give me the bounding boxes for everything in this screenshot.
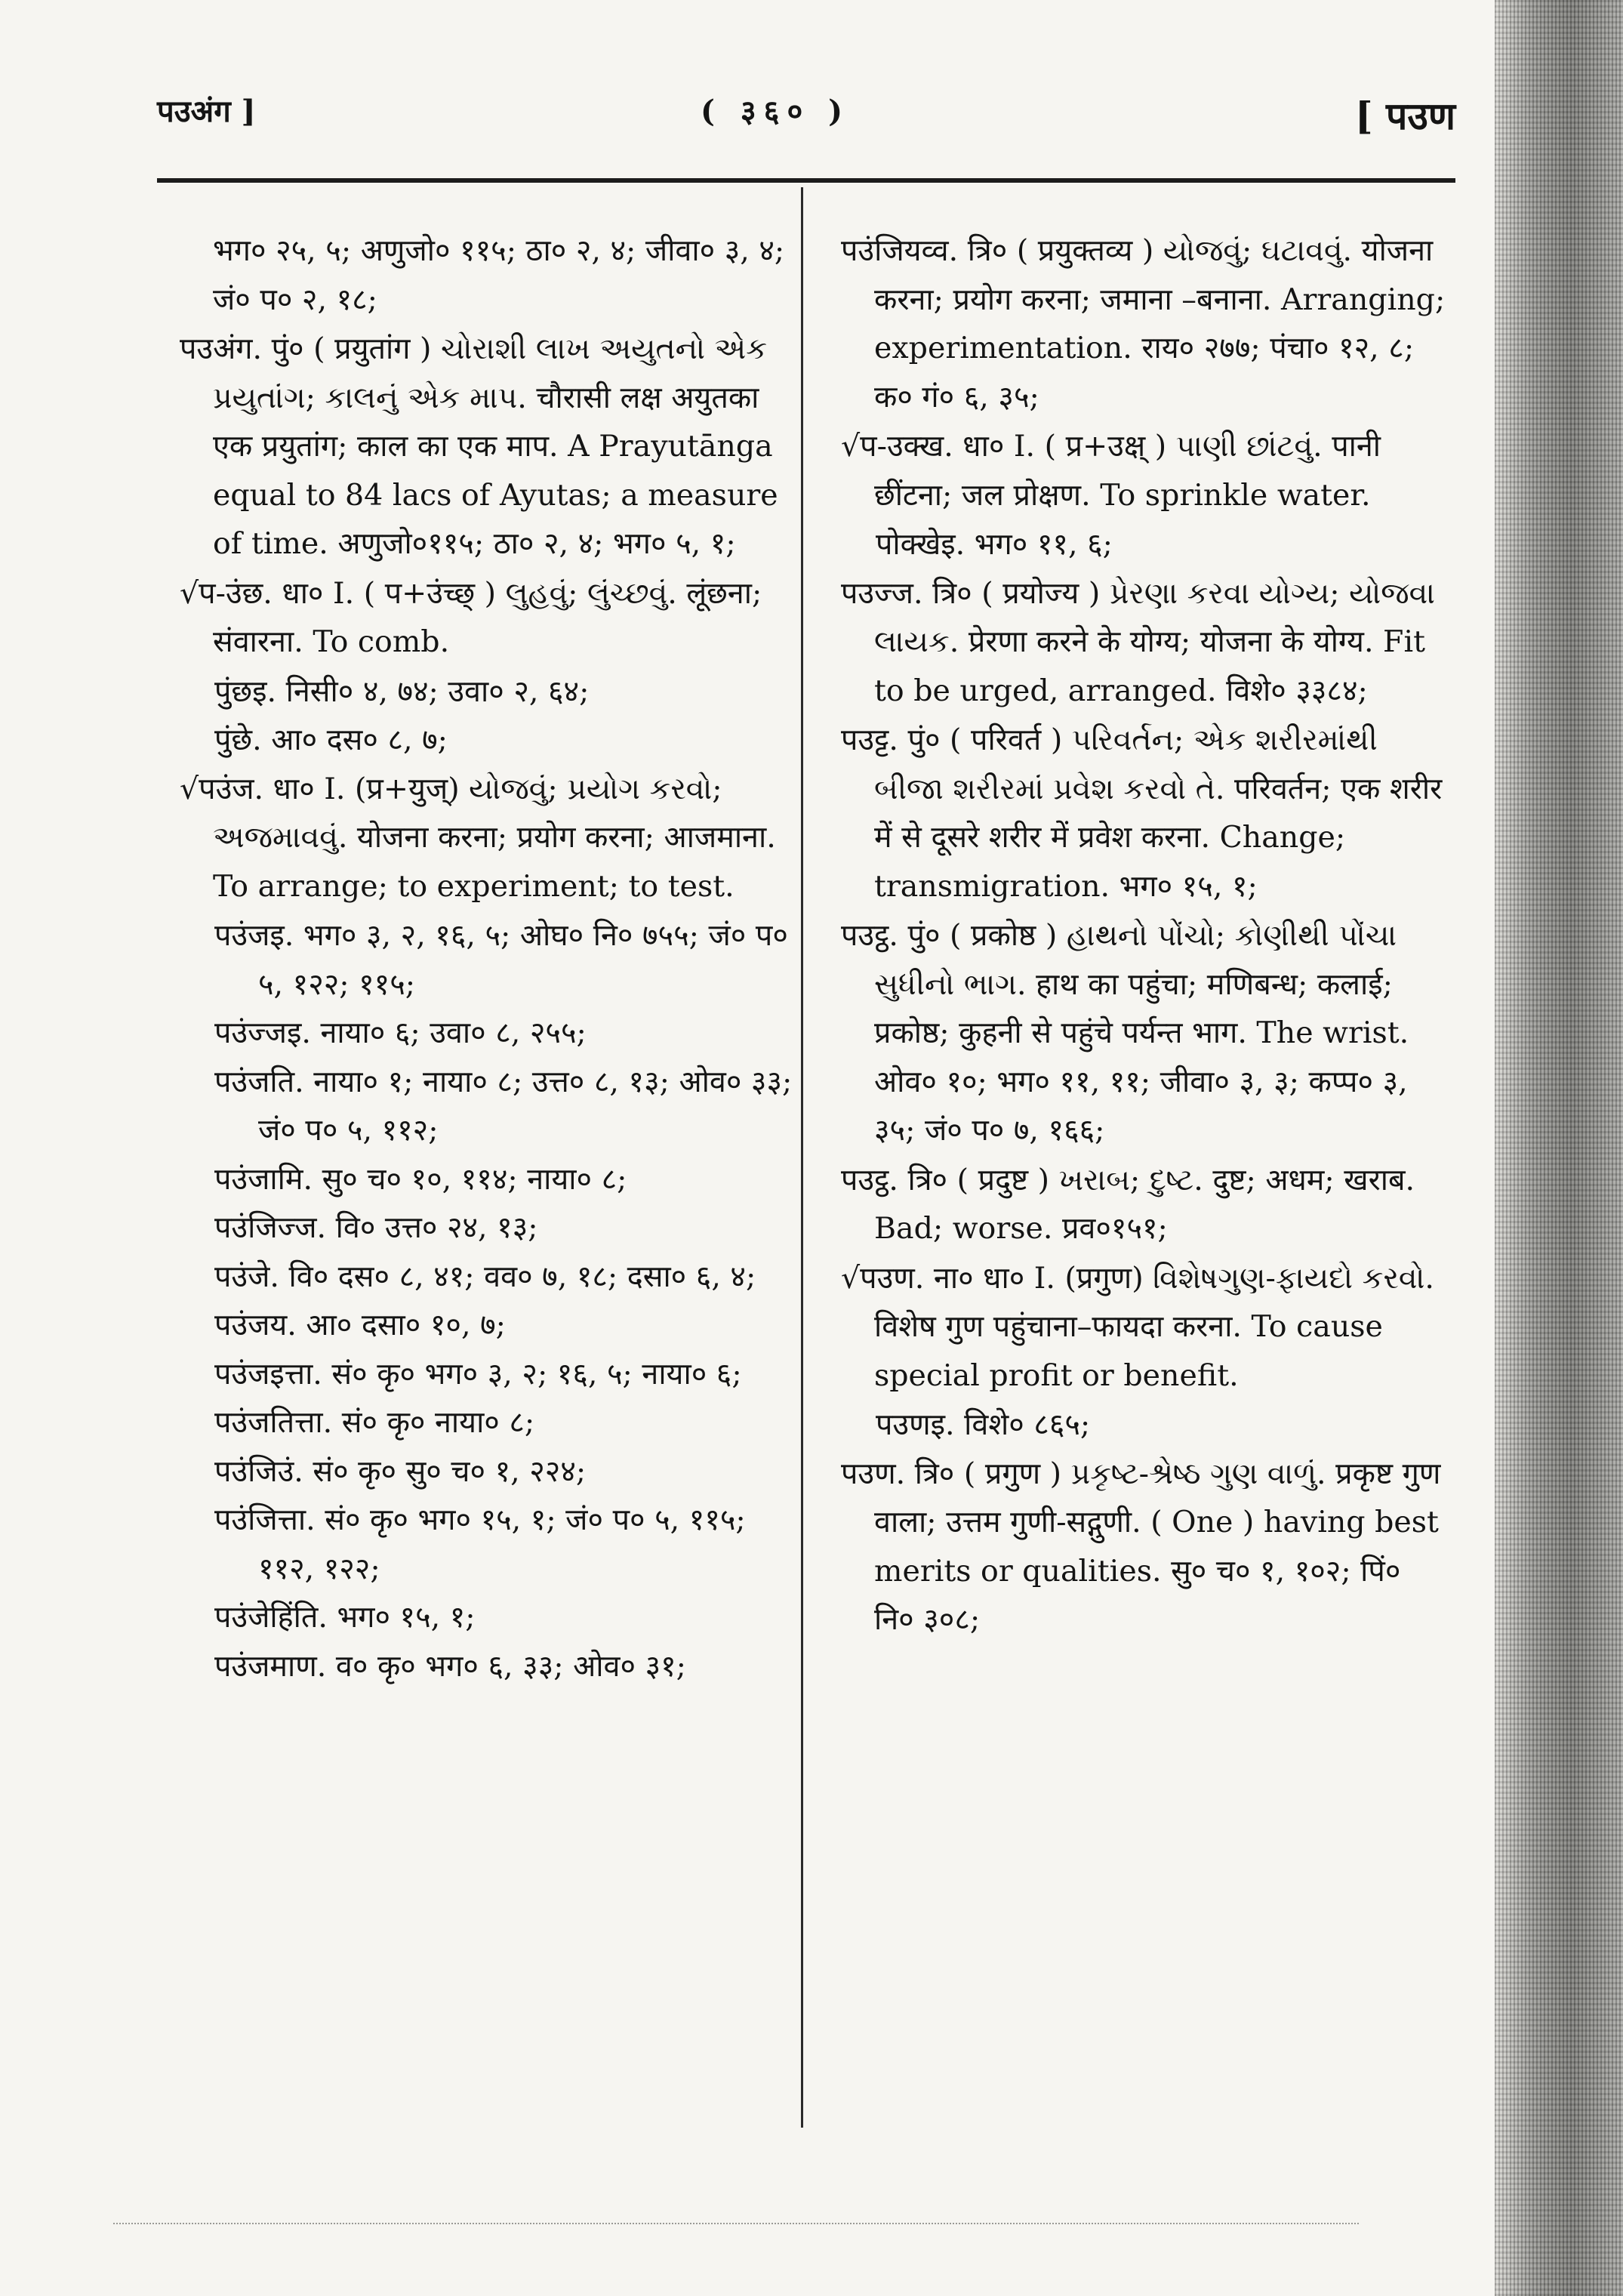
dictionary-entry: √पउण. ना० धा० I. (प्रगुण) વિશેષગુણ-ફાયદો કરવો. विशेष गुण पहुंचाना–फायदा करना. To cause special profit or benefit. xyxy=(841,1260,1434,1393)
dictionary-entry: √प-उक्ख. धा० I. ( प्र+उक्ष् ) પાણી છાંટવું. पानी छींटना; जल प्रोक्षण. To sprinkle water. xyxy=(841,429,1381,513)
left-column xyxy=(168,227,794,1690)
header-left-guideword: पउअंग ] xyxy=(157,94,256,129)
header-rule xyxy=(157,178,1455,183)
inflection-entry: पुंछे. आ० दस० ८, ७; xyxy=(214,723,448,757)
inflection-entry: पउंजमाण. व० कृ० भग० ६, ३३; ओव० ३१; xyxy=(214,1648,686,1684)
inflection-entry: पउंजइत्ता. सं० कृ० भग० ३, २; १६, ५; नाया० ६; xyxy=(214,1356,742,1391)
inflection-entry: पउंजति. नाया० १; नाया० ८; उत्त० ८, १३; ओव० ३३; जं० प० ५, ११२; xyxy=(214,1064,793,1148)
header-right-guideword: [ पउण xyxy=(1354,94,1455,138)
inflection-entry: पउंजामि. सु० च० १०, ११४; नाया० ८; xyxy=(214,1161,627,1197)
dictionary-entry: पउज्ज. त्रि० ( प्रयोज्य ) પ્રેરણા કરવા યોગ્ય; યોજવા લાયક. प्रेरणा करने के योग्य; योजना के योग्य. Fit to be urged, arranged. विशे० ३३८४; xyxy=(841,575,1435,708)
dictionary-entry: पउंजियव्व. त्रि० ( प्रयुक्तव्य ) યોજવું; ઘટાવવું. योजना करना; प्रयोग करना; जमाना –बनाना. Arranging; experimentation. राय० २७७; पंचा० १२, ८; क० गं० ६, ३५; xyxy=(841,233,1446,415)
inflection-entry: पउंजइ. भग० ३, २, १६, ५; ओघ० नि० ७५५; जं० प० ५, १२२; ११५; xyxy=(214,918,788,1002)
dictionary-entry: √पउंज. धा० I. (प्र+युज्) યોજવું; પ્રયોગ કરવો; અજમાવવું. योजना करना; प्रयोग करना; आजमाना. To arrange; to experiment; to test. xyxy=(180,771,776,904)
inflection-entry: पउंजतित्ता. सं० कृ० नाया० ८; xyxy=(214,1405,535,1440)
inflection-entry: पउंजेहिंति. भग० १५, १; xyxy=(214,1600,476,1635)
inflection-entry: पउंजिज्ज. वि० उत्त० २४, १३; xyxy=(214,1210,538,1245)
inflection-entry: पुंछइ. निसी० ४, ७४; उवा० २, ६४; xyxy=(214,673,590,709)
inflection-entry: पउणइ. विशे० ८६५; xyxy=(876,1407,1091,1442)
dictionary-entry: √प-उंछ. धा० I. ( प+उंच्छ् ) લુહવું; લુંચ્છવું. लूंछना; संवारना. To comb. xyxy=(180,575,762,659)
inflection-entry: पउंजिउं. सं० कृ० सु० च० १, २२४; xyxy=(214,1453,587,1489)
dictionary-entry: पउट्ठ. त्रि० ( प्रदुष्ट ) ખરાબ; દુષ્ટ. दुष्ट; अधम; खराब. Bad; worse. प्रव०१५१; xyxy=(841,1162,1415,1246)
scanned-page-edge xyxy=(1495,0,1623,2296)
inflection-entry: पउंज्जइ. नाया० ६; उवा० ८, २५५; xyxy=(214,1015,587,1050)
dictionary-entry: पउण. त्रि० ( प्रगुण ) પ્રકૃષ્ટ-શ્રેષ્ઠ ગુણ વાળું. प्रकृष्ट गुण वाला; उत्तम गुणी-सद्गुणी. ( One ) having best merits or qualities. सु० च० १, १०२; पिं० नि० ३०८; xyxy=(841,1456,1441,1637)
dictionary-entry: पउट्ठ. पुं० ( प्रकोष्ठ ) હાથનો પોંચો; કોણીથી પોંચા સુધીનો ભાગ. हाथ का पहुंचा; मणिबन्ध; कलाई; प्रकोष्ठ; कुहनी से पहुंचे पर्यन्त भाग. The wrist. ओव० १०; भग० ११, ११; जीवा० ३, ३; कप्प० ३, ३५; जं० प० ७, १६६; xyxy=(841,918,1409,1148)
column-divider xyxy=(801,187,803,2128)
inflection-entry: पोक्खेइ. भग० ११, ६; xyxy=(876,527,1113,562)
page-header xyxy=(157,89,1455,142)
dictionary-entry: भग० २५, ५; अणुजो० ११५; ठा० २, ४; जीवा० ३, ४; जं० प० २, १८; xyxy=(213,233,785,317)
dictionary-entry: पउट्ट. पुं० ( परिवर्त ) પરિવર્તન; એક શરીરમાંથી બીજા શરીરમાં પ્રવેશ કરવો તે. परिवर्तन; एक शरीर में से दूसरे शरीर में प्रवेश करना. Change; transmigration. भग० १५, १; xyxy=(841,723,1443,904)
inflection-entry: पउंजित्ता. सं० कृ० भग० १५, १; जं० प० ५, ११५; ११२, १२२; xyxy=(214,1502,746,1586)
footer-dotted-rule xyxy=(113,2223,1359,2226)
inflection-entry: पउंजे. वि० दस० ८, ४१; वव० ७, १८; दसा० ६, ४; xyxy=(214,1259,756,1294)
right-column xyxy=(829,227,1448,1645)
inflection-entry: पउंजय. आ० दसा० १०, ७; xyxy=(214,1308,506,1342)
page-number: ( ३६० ) xyxy=(701,94,851,129)
dictionary-entry: पउअंग. पुं० ( प्रयुतांग ) ચોરાશી લાખ અયુતનો એક પ્રયુતાંગ; કાલનું એક માપ. चौरासी लक्ष अयुतका एक प्रयुतांग; काल का एक माप. A Prayutānga equal to 84 lacs of Ayutas; a measure of time. अणुजो०११५; ठा० २, ४; भग० ५, १; xyxy=(180,331,778,561)
